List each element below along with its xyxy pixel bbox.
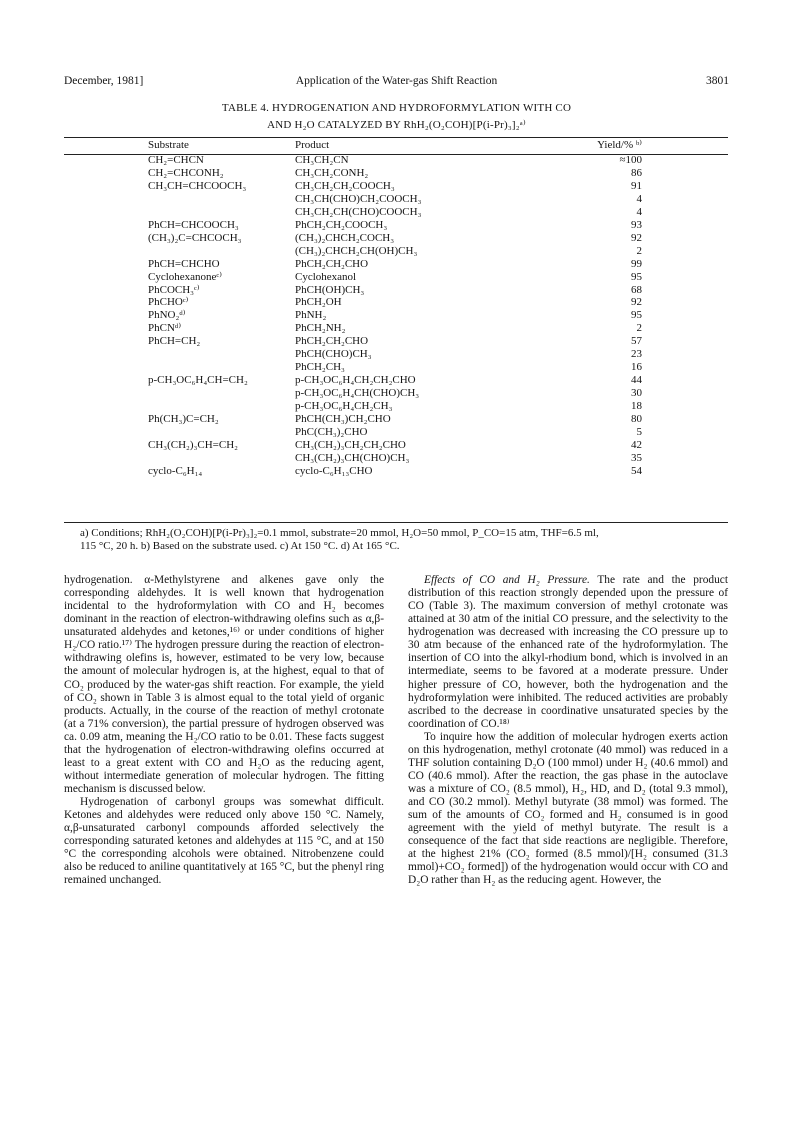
table-caption-line2: AND H₂O CATALYZED BY RhH₂(O₂COH)[P(i-Pr)₃]₂ᵃ⁾	[267, 119, 526, 131]
table-row	[64, 426, 728, 439]
cell-substrate: (CH₃)₂C=CHCOCH₃	[148, 231, 242, 244]
table-row	[64, 465, 728, 478]
table-row	[64, 309, 728, 322]
table-row	[64, 335, 728, 348]
cell-substrate	[64, 206, 295, 219]
table-row	[64, 439, 728, 452]
left-paragraph-1: hydrogenation. α-Methylstyrene and alkenes gave only the corresponding aldehydes. It is well known that hydrogenation incidental to the hydroformylation with CO and H₂ becomes dominant in the reaction of electron-withdrawing olefins such as α,β-unsaturated aldehydes and ketones,¹⁶⁾ or under conditions of higher H₂/CO ratio.¹⁷⁾ The hydrogen pressure during the reaction of electron-withdrawing olefins is, however, estimated to be very low, because the amount of molecular hydrogen is, at the highest, equal to that of CO₂ produced by the water-gas shift reaction. For example, the yield of CO₂ shown in Table 3 is almost equal to the total yield of organic products. Actually, in the course of the reaction of methyl crotonate (at a 71% conversion), the partial pressure of hydrogen observed was ca. 0.09 atm, meaning the H₂/CO ratio to be 0.01. These facts suggest that the hydrogenation of electron-withdrawing olefins occurred at least to a great extent with CO and H₂O as the reducing agent, without intermediate generation of molecular hydrogen. The fitting mechanism is discussed below.	[64, 574, 384, 795]
cell-substrate: PhCH=CHCHO	[148, 257, 220, 270]
table-bottom-rule	[64, 522, 728, 523]
cell-product: p-CH₃OC₆H₄CH(CHO)CH₃	[295, 387, 420, 400]
cell-substrate: CH₂=CHCN	[148, 154, 204, 166]
table-footnote-line1: a) Conditions; RhH₂(O₂COH)[P(i-Pr)₃]₂=0.1 mmol, substrate=20 mmol, H₂O=50 mmol, P_CO=15 atm, THF=6.5 ml,	[80, 527, 599, 539]
page-number: 3801	[706, 75, 729, 87]
cell-product: CH₃CH(CHO)CH₂COOCH₃	[295, 192, 422, 205]
right-paragraph-2: To inquire how the addition of molecular hydrogen exerts action on this hydrogenation, methyl crotonate (40 mmol) was reduced in a THF solution containing D₂O (100 mmol) under H₂ (40.6 mmol) and CO (40.6 mmol). After the reaction, the gas phase in the autoclave was a mixture of CO₂ (8.5 mmol), H₂, HD, and D₂ (total 9.3 mmol), and CO (30.2 mmol). Methyl butyrate (38 mmol) was formed. The sum of the amounts of CO₂ formed and H₂ consumed is in good agreement with the yield of methyl butyrate. The result is a consequence of the fact that side reactions are negligible. Therefore, at the highest 21% (CO₂ formed (8.5 mmol)/[H₂ consumed (31.3 mmol)+CO₂ formed]) of the hydrogenation would occur with CO and D₂O rather than H₂ as the reducing agent. However, the	[408, 730, 728, 887]
cell-product: PhCH₂CH₃	[295, 361, 345, 374]
table-row	[64, 206, 728, 219]
cell-product: PhCH(OH)CH₃	[295, 283, 365, 296]
cell-product: (CH₃)₂CHCH₂CH(OH)CH₃	[295, 244, 418, 257]
cell-product: Cyclohexanol	[295, 270, 357, 283]
cell-yield: 99	[631, 257, 642, 270]
cell-yield: 95	[631, 309, 642, 322]
table-row	[64, 167, 728, 180]
cell-yield: 16	[631, 361, 642, 374]
table-row	[64, 387, 728, 400]
right-paragraph-1	[408, 574, 728, 731]
column-header-product: Product	[295, 139, 330, 151]
cell-yield: 92	[631, 296, 642, 309]
table-header-row	[64, 137, 728, 154]
right-paragraph-1-body: The rate and the product distribution of this reaction strongly depended upon the pressure of CO (Table 3). The maximum conversion of methyl crotonate was attained at 30 atm of the initial CO pressure, and the selectivity to the hydrogenation was decreased with increasing the CO pressure up to 30 atm because of the enhanced rate of the hydroformylation. The insertion of CO into the alkyl-rhodium bond, which is involved in an intermediate, seems to be favored at a moderate pressure. Under higher pressure of CO, however, both the hydrogenation and the hydroformylation were inhibited. The reduced activities are probably ascribed to the decrease in coordinative unsaturated species by the coordination of CO.¹⁸⁾	[408, 574, 729, 730]
cell-yield: 4	[636, 205, 642, 218]
cell-substrate: Ph(CH₃)C=CH₂	[148, 413, 219, 426]
cell-yield: 2	[636, 322, 642, 335]
cell-yield: 86	[631, 166, 642, 179]
table-row	[64, 296, 728, 309]
cell-product: CH₃(CH₂)₃CH(CHO)CH₃	[295, 451, 410, 464]
cell-product: PhCH₂CH₂CHO	[295, 335, 369, 348]
cell-yield: 95	[631, 270, 642, 283]
cell-substrate: CH₃CH=CHCOOCH₃	[148, 179, 247, 192]
cell-substrate: PhCOCH₃ᶜ⁾	[148, 283, 200, 296]
cell-product: (CH₃)₂CHCH₂COCH₃	[295, 231, 395, 244]
cell-yield: 80	[631, 413, 642, 426]
cell-substrate	[64, 348, 295, 361]
cell-product: cyclo-C₆H₁₃CHO	[295, 464, 373, 477]
cell-product: CH₃CH₂CN	[295, 154, 349, 166]
results-table	[64, 137, 728, 478]
table-row	[64, 180, 728, 193]
cell-yield: 68	[631, 283, 642, 296]
table-row	[64, 284, 728, 297]
left-text-column	[64, 574, 384, 888]
cell-product: CH₃CH₂CONH₂	[295, 166, 369, 179]
cell-yield: ≈100	[619, 154, 642, 166]
table-row	[64, 193, 728, 206]
cell-product: PhCH₂OH	[295, 296, 342, 309]
cell-substrate: PhNO₂ᵈ⁾	[148, 309, 186, 322]
cell-substrate	[64, 193, 295, 206]
table-row	[64, 348, 728, 361]
cell-yield: 92	[631, 231, 642, 244]
table-row	[64, 258, 728, 271]
cell-substrate: Cyclohexanoneᶜ⁾	[148, 270, 222, 283]
cell-yield: 57	[631, 335, 642, 348]
cell-yield: 91	[631, 179, 642, 192]
cell-product: PhCH₂CH₂CHO	[295, 257, 369, 270]
cell-product: PhCH(CH₃)CH₂CHO	[295, 413, 391, 426]
cell-yield: 18	[631, 400, 642, 413]
cell-substrate: PhCH=CH₂	[148, 335, 201, 348]
cell-substrate: PhCH=CHCOOCH₃	[148, 218, 239, 231]
column-header-yield: Yield/% ᵇ⁾	[597, 139, 642, 151]
cell-substrate: CH₂=CHCONH₂	[148, 166, 224, 179]
cell-substrate: p-CH₃OC₆H₄CH=CH₂	[148, 374, 248, 387]
cell-yield: 30	[631, 387, 642, 400]
cell-product: CH₃CH₂CH(CHO)COOCH₃	[295, 205, 422, 218]
cell-substrate: PhCNᵈ⁾	[148, 322, 182, 335]
cell-yield: 2	[636, 244, 642, 257]
cell-yield: 35	[631, 451, 642, 464]
cell-yield: 54	[631, 464, 642, 477]
cell-substrate	[64, 452, 295, 465]
table-footnote-line2: 115 °C, 20 h. b) Based on the substrate used. c) At 150 °C. d) At 165 °C.	[80, 540, 400, 552]
cell-substrate: CH₃(CH₂)₃CH=CH₂	[148, 438, 238, 451]
table-body	[64, 154, 728, 478]
cell-product: PhC(CH₃)₂CHO	[295, 426, 368, 439]
cell-product: PhCH₂CH₂COOCH₃	[295, 218, 388, 231]
cell-yield: 4	[636, 192, 642, 205]
cell-product: p-CH₃OC₆H₄CH₂CH₃	[295, 400, 393, 413]
table-row	[64, 374, 728, 387]
table-row	[64, 245, 728, 258]
table-row	[64, 413, 728, 426]
cell-substrate	[64, 245, 295, 258]
cell-substrate	[64, 400, 295, 413]
table-row	[64, 361, 728, 374]
table-caption-line1: TABLE 4. HYDROGENATION AND HYDROFORMYLATION WITH CO	[221, 102, 572, 114]
table-row	[64, 322, 728, 335]
cell-yield: 44	[631, 374, 642, 387]
table-row	[64, 271, 728, 284]
table-row	[64, 452, 728, 465]
header-date: December, 1981]	[64, 75, 144, 87]
cell-product: PhCH(CHO)CH₃	[295, 348, 372, 361]
cell-substrate	[64, 426, 295, 439]
cell-yield: 23	[631, 348, 642, 361]
left-paragraph-2: Hydrogenation of carbonyl groups was somewhat difficult. Ketones and aldehydes were reduced only above 150 °C. Namely, α,β-unsaturated carbonyl compounds afforded selectively the corresponding saturated ketones and aldehydes at 115 °C, and at 150 °C the corresponding alcohols were obtained. Nitrobenzene could also be reduced to aniline quantitatively at 165 °C, but the phenyl ring remained unchanged.	[64, 796, 384, 887]
cell-product: p-CH₃OC₆H₄CH₂CH₂CHO	[295, 374, 416, 387]
table-row	[64, 232, 728, 245]
cell-product: PhNH₂	[295, 309, 327, 322]
cell-substrate: cyclo-C₆H₁₄	[148, 464, 203, 477]
cell-substrate	[64, 387, 295, 400]
cell-product: PhCH₂NH₂	[295, 322, 346, 335]
right-text-column	[408, 574, 728, 888]
header-title: Application of the Water-gas Shift Reaction	[295, 75, 498, 87]
cell-product: CH₃CH₂CH₂COOCH₃	[295, 179, 395, 192]
table-row	[64, 219, 728, 232]
table-row	[64, 154, 728, 167]
cell-yield: 5	[636, 426, 642, 439]
cell-yield: 93	[631, 218, 642, 231]
cell-yield: 42	[631, 438, 642, 451]
section-heading: Effects of CO and H₂ Pressure.	[424, 574, 590, 586]
cell-substrate	[64, 361, 295, 374]
cell-substrate: PhCHOᶜ⁾	[148, 296, 189, 309]
cell-product: CH₃(CH₂)₃CH₂CH₂CHO	[295, 438, 406, 451]
table-row	[64, 400, 728, 413]
column-header-substrate: Substrate	[148, 139, 189, 151]
